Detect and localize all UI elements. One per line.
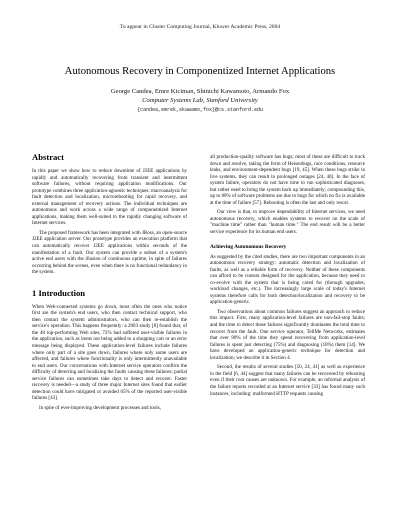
publication-note bbox=[0, 24, 400, 30]
abstract-heading: Abstract bbox=[32, 152, 64, 162]
paper-title: Autonomous Recovery in Componentized Internet Applications bbox=[64, 66, 336, 77]
author-email: {candea,emrek,skawamo,fox}@cs.stanford.edu bbox=[136, 107, 264, 113]
publication-note-text: To appear in Cluster Computing Journal, Kluwer Academic Press, 2004 bbox=[119, 24, 281, 30]
subsection-heading: Achieving Autonomous Recovery bbox=[210, 243, 287, 250]
body-paragraph: Two observations about common failures suggest an approach to reduce this impact. First, many application-level failures are non-fail-stop faults; and the time to detect these failures significantly dominates the total time to recover from the fault. One service operator, TellMe Networks, estimates that over 90% of the time they spend recovering from application-level failures is spent just detecting (75%) and diagnosing (18%) them [14]. We have developed an application-generic technique for detection and localization; we describe it in Section 4. bbox=[210, 308, 365, 361]
right-column bbox=[210, 154, 365, 397]
author-list: George Candea, Emre Kiciman, Shinichi Kawamoto, Armando Fox bbox=[110, 88, 290, 95]
introduction-paragraph: In spite of ever-improving development processes and tools, bbox=[39, 404, 161, 411]
body-paragraph: Our view is that, to improve dependability of Internet services, we need autonomous recovery, which enables systems to recover on the scale of "machine time" rather than "human time." The end result will be a better service experience for its human end users. bbox=[210, 209, 365, 236]
body-paragraph: all production-quality software has bugs; most of these are difficult to track down and resolve, taking the form of Heisenbugs, race conditions, resource leaks, and environment-dependent bugs [19, 45]. When these bugs strike in live systems, they can result in prolonged outages [24, 40]. In the face of system failure, operators do not have time to run sophisticated diagnoses, but rather need to bring the system back up immediately; compounding this, up to 80% of software problems are due to bugs for which no fix is available at the time of failure [57]. Rebooting is often the last and only resort. bbox=[210, 154, 365, 206]
abstract-paragraph: In this paper we show how to reduce downtime of J2EE applications by rapidly and automatically recovering from transient and intermittent software failures, without requiring application modifications. Our prototype combines three application-agnostic techniques: macroanalysis for fault detection and localization, microrebooting for rapid recovery, and external management of recovery actions. The individual techniques are autonomous and work across a wide range of componentized Internet applications, making them well-suited to the rapidly changing software of Internet services. bbox=[32, 168, 188, 227]
introduction-heading: 1 Introduction bbox=[32, 287, 86, 298]
body-paragraph: Second, the results of several studies [50, 24, 41] as well as experience in the field [6, 44] suggest that many failures can be recovered by rebooting even if their root causes are unknown. For example, an informal analysis of the failure reports recorded at an Internet service [33] has found many such instances, including: malformed HTTP requests causing bbox=[210, 364, 365, 397]
left-column bbox=[32, 152, 187, 412]
abstract-paragraph: The proposed framework has been integrated with JBoss, an open-source J2EE application server. Our prototype provides an execution platform that can automatically recover J2EE applications within seconds of the manifestation of a fault. Our system can provide a subset of a system's active end users with the illusion of continuous uptime, in spite of failures occurring behind the scenes, even when there is no functional redundancy in the system. bbox=[32, 229, 187, 276]
affiliation: Computer Systems Lab, Stanford University bbox=[142, 97, 258, 104]
introduction-paragraph: When Web-connected systems go down, most often the ones who notice first are the system's end users, who then contact technical support, who then contact the system administrators, who can then re-establish the service's operation. This happens frequently: a 2003 study [8] found that, of the 40 top-performing Web sites, 72% had suffered user-visible failures in the application, such as items not being added to a shopping cart or an error message being displayed. These application-level failures include failures where only part of a site goes down, failures where only some users are affected, and failures where functionality is only intermittently unavailable to end users. Our conversations with Internet service operators confirm the difficulty of detecting and localizing the faults causing these failures; partial service failures can sometimes take days to detect and recover. Faster recovery is needed—a study of three major Internet sites found that earlier detection could have mitigated or avoided 65% of the reported user-visible failures [43]. bbox=[32, 303, 187, 402]
body-paragraph: As suggested by the cited studies, there are two important components in an autonomous recovery strategy: automatic detection and localization of faults, as well as a reliable form of recovery. Neither of these components can afford to be custom designed for the application, because they need to co-evolve with the system that is being cared for (through upgrades, workload changes, etc.). The increasingly large scale of today's Internet systems therefore calls for both detection/localization and recovery to be application-generic. bbox=[210, 253, 365, 306]
